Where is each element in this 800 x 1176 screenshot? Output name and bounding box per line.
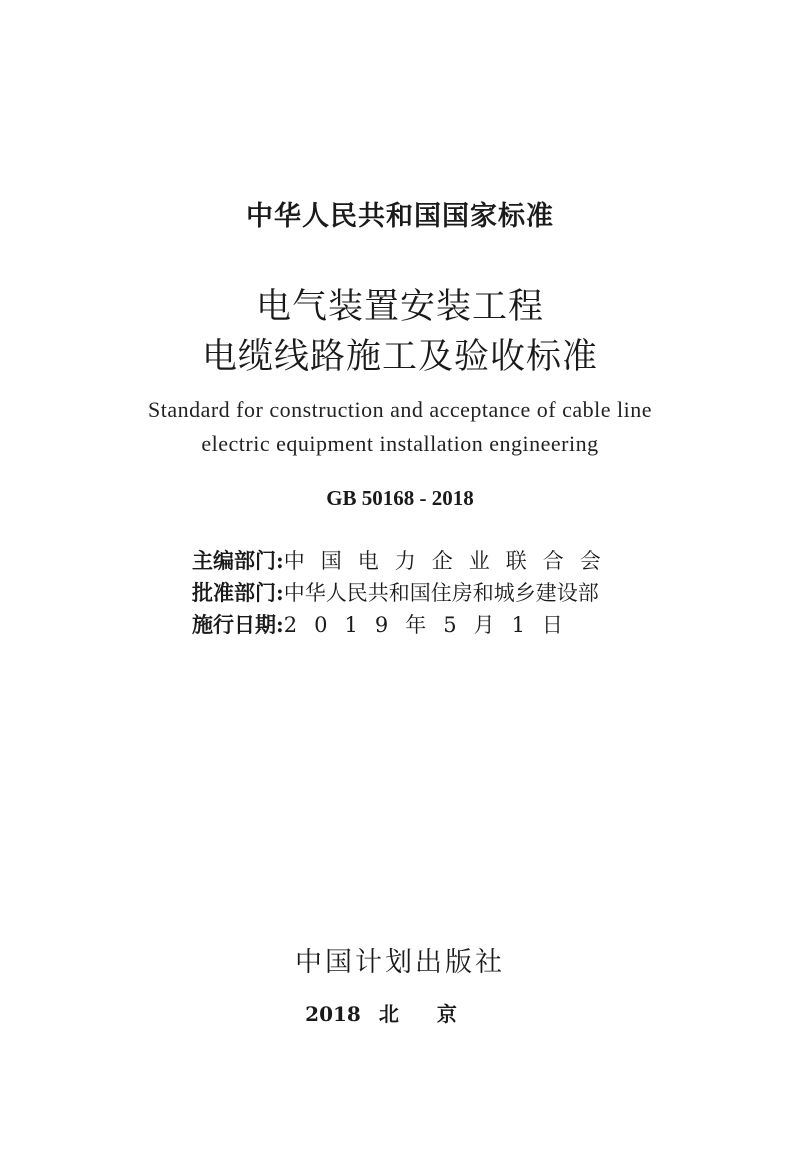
editor-label: 主编部门: [192,548,284,573]
effective-date-row [192,609,622,641]
approver-row [192,577,622,609]
editor-row [192,545,622,577]
effective-date-label: 施行日期: [192,612,284,637]
editor-value: 中国电力企业联合会 [283,549,617,573]
english-title-line-1: Standard for construction and acceptance of cable line [147,397,653,422]
publisher-name: 中国计划出版社 [295,947,505,978]
standard-series-heading: 中华人民共和国国家标准 [246,201,554,232]
effective-date-value: 2019年5月1日 [283,613,580,637]
chinese-title-line-1: 电气装置安装工程 [255,287,544,327]
publication-place [0,998,800,1027]
approver-label: 批准部门: [192,580,284,605]
approver-value: 中华人民共和国住房和城乡建设部 [283,581,599,605]
standard-number: GB 50168 - 2018 [326,486,474,510]
english-title-line-2: electric equipment installation engineering [201,431,599,456]
metadata-block [192,545,622,641]
chinese-title-line-2: 电缆线路施工及验收标准 [201,337,598,377]
publication-year: 2018 [305,1002,361,1026]
publication-city: 北京 [378,1002,495,1026]
